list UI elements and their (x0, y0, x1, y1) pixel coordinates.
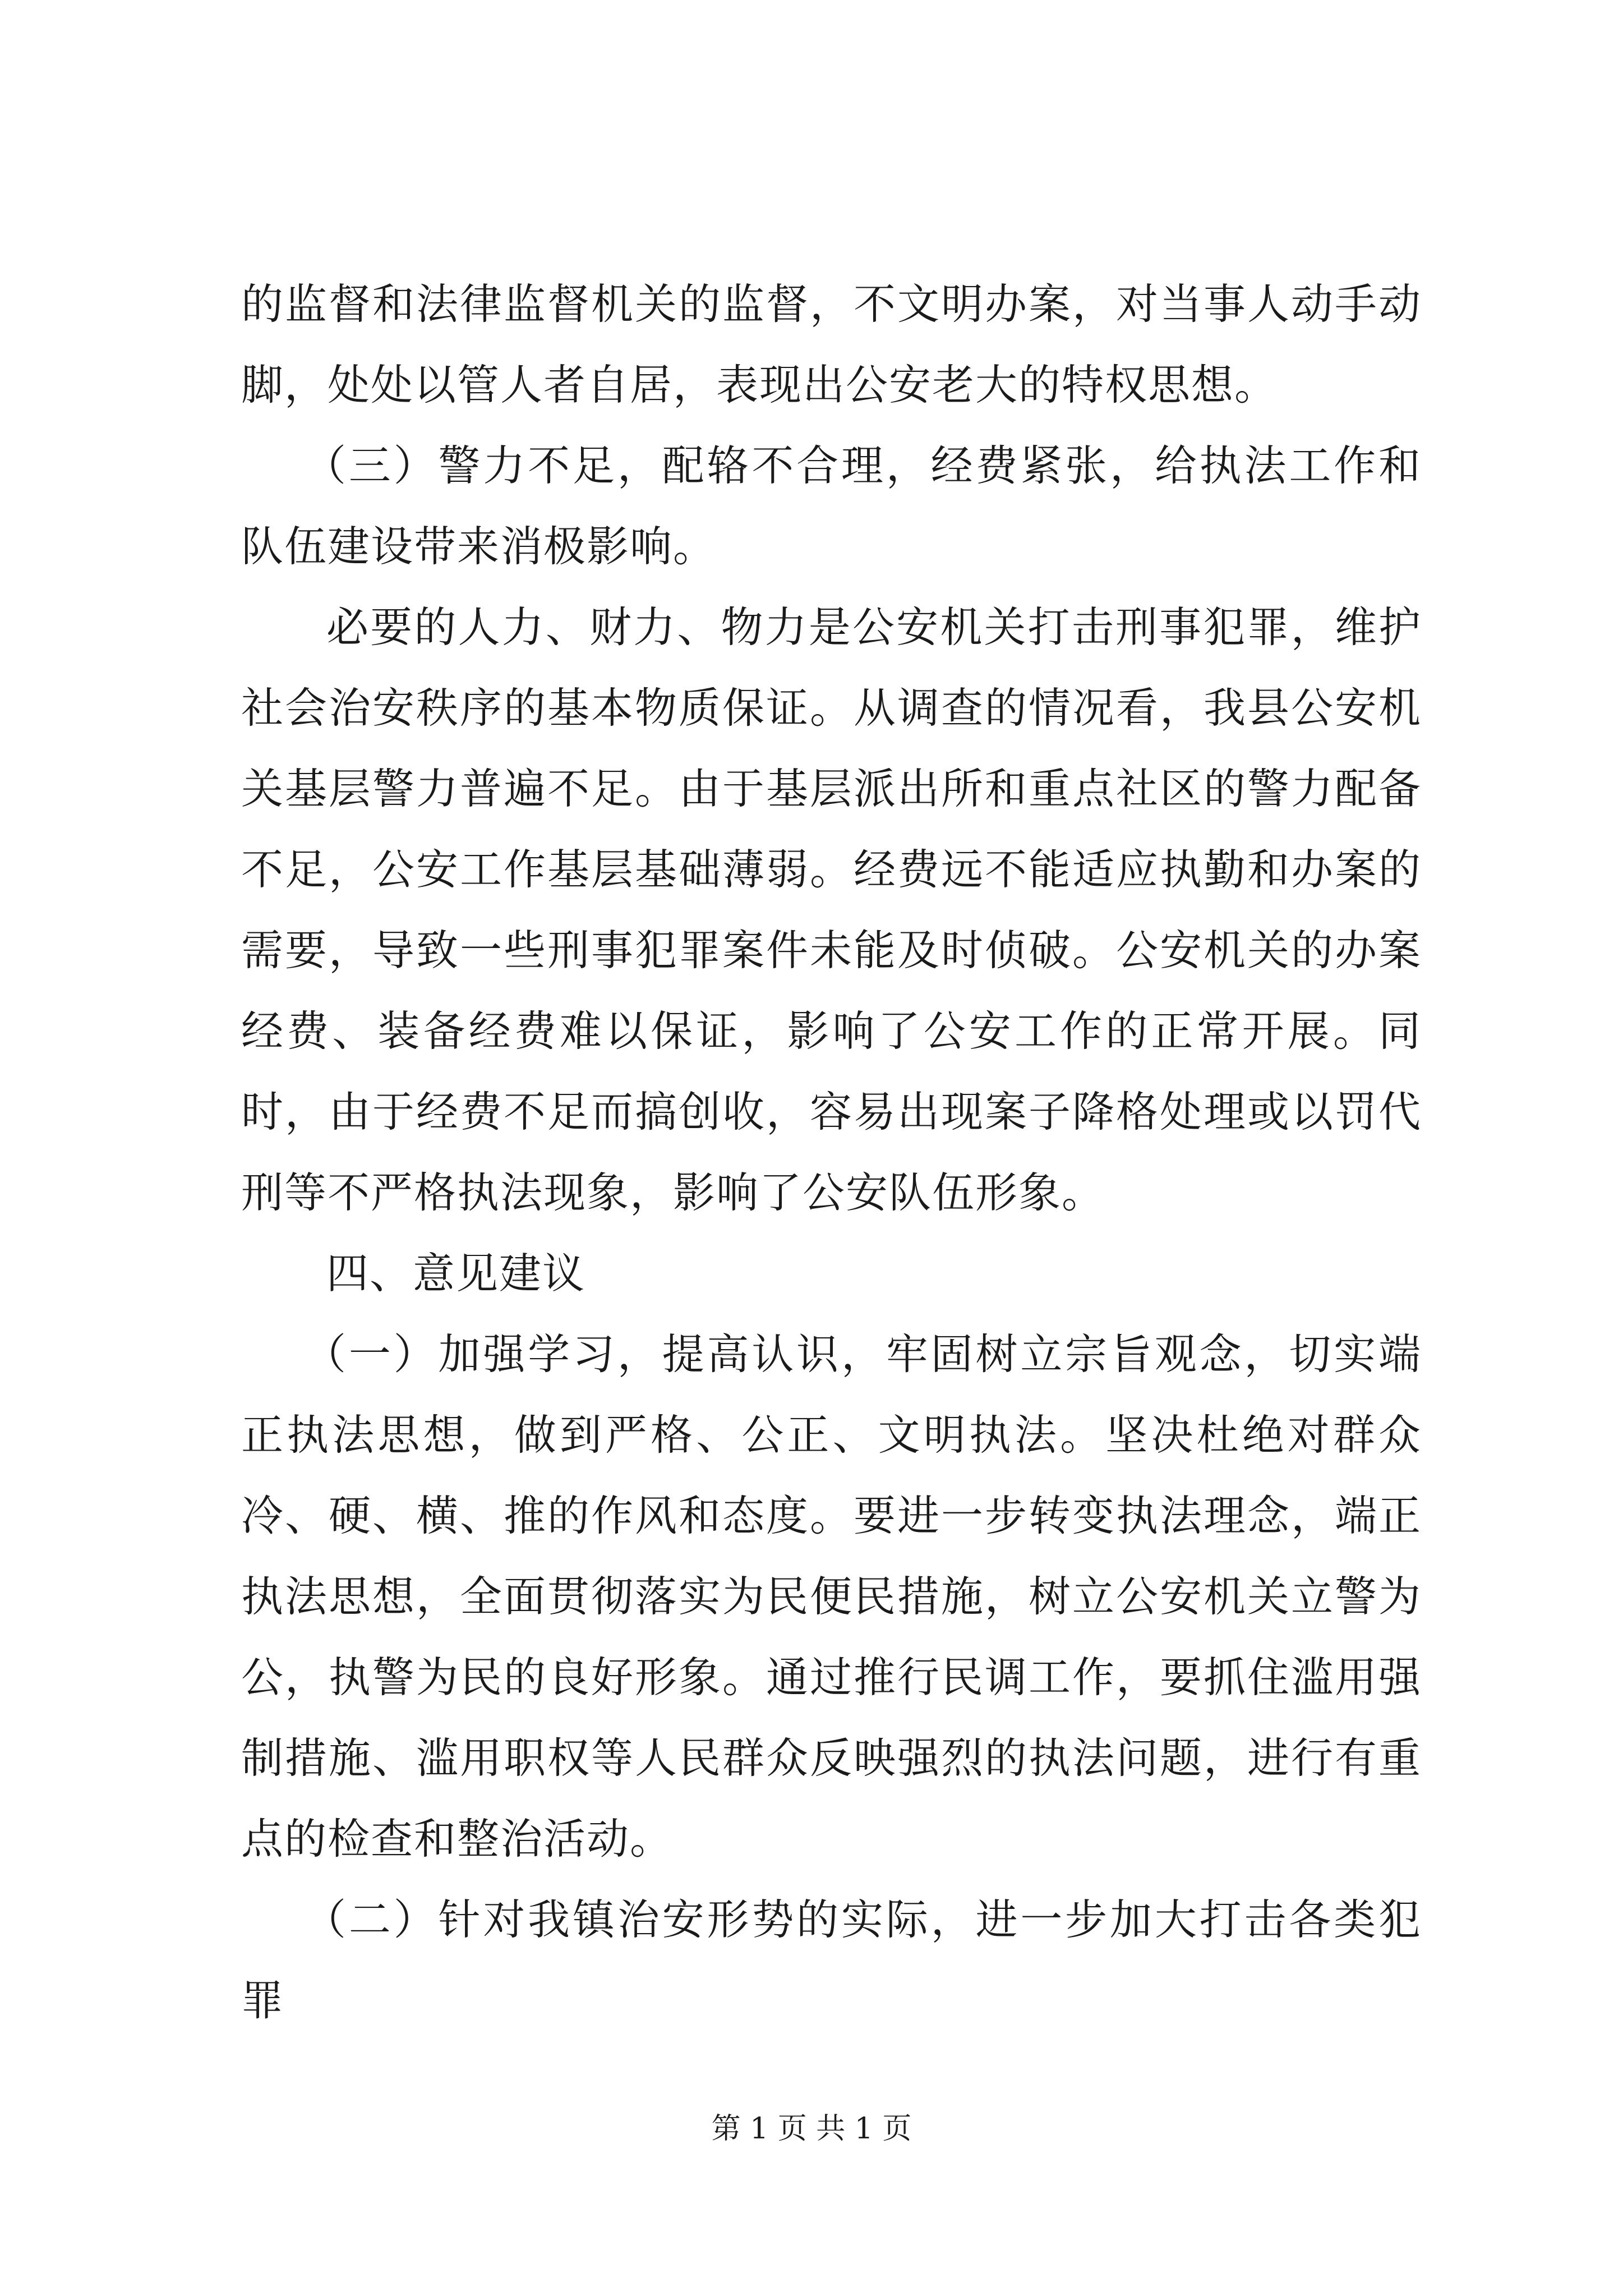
paragraph-resources: 必要的人力、财力、物力是公安机关打击刑事犯罪，维护社会治安秩序的基本物质保证。从调查的情况看，我县公安机关基层警力普遍不足。由于基层派出所和重点社区的警力配备不足，公安工作基层基础薄弱。经费远不能适应执勤和办案的需要，导致一些刑事犯罪案件未能及时侦破。公安机关的办案经费、装备经费难以保证，影响了公安工作的正常开展。同时，由于经费不足而搞创收，容易出现案子降格处理或以罚代刑等不严格执法现象，影响了公安队伍形象。 (241, 602, 1422, 1217)
page-footer: 第 1 页 共 1 页 (711, 2112, 912, 2146)
paragraph-suggestion-one: （一）加强学习，提高认识，牢固树立宗旨观念，切实端正执法思想，做到严格、公正、文明执法。坚决杜绝对群众冷、硬、横、推的作风和态度。要进一步转变执法理念，端正执法思想，全面贯彻落实为民便民措施，树立公安机关立警为公，执警为民的良好形象。通过推行民调工作，要抓住滥用强制措施、滥用职权等人民群众反映强烈的执法问题，进行有重点的检查和整治活动。 (241, 1329, 1422, 1864)
paragraph-supervision: 的监督和法律监督机关的监督，不文明办案，对当事人动手动脚，处处以管人者自居，表现出公安老大的特权思想。 (241, 279, 1422, 409)
paragraph-section-three-heading: （三）警力不足，配辂不合理，经费紧张，给执法工作和队伍建设带来消极影响。 (241, 441, 1422, 571)
document-body (241, 264, 1422, 2041)
paragraph-suggestion-two: （二）针对我镇治安形势的实际，进一步加大打击各类犯罪 (241, 1895, 1422, 2025)
section-heading-suggestions: 四、意见建议 (326, 1249, 586, 1298)
